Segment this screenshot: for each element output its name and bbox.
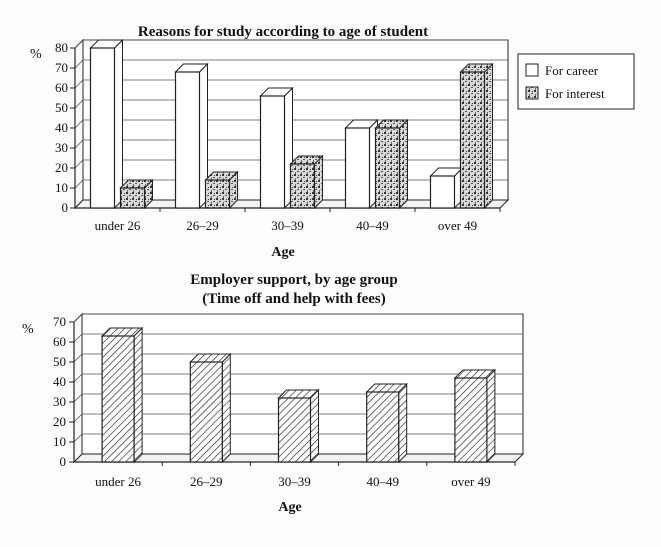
chart1-title: Reasons for study according to age of student <box>137 24 429 40</box>
bar-front <box>291 164 315 208</box>
bar-front <box>461 72 485 208</box>
bar-side <box>487 370 495 462</box>
bar-series-30–39 <box>279 390 319 462</box>
x-category-label: 40–49 <box>366 474 399 489</box>
y-tick-label: 50 <box>53 354 66 369</box>
x-category-label: 30–39 <box>271 218 304 233</box>
chart2-side-wall <box>74 314 82 462</box>
legend-label-career: For career <box>545 63 599 78</box>
bar-side <box>222 354 230 462</box>
bar-front <box>91 48 115 208</box>
bar-for-career-over-49 <box>431 168 463 208</box>
chart2-plot <box>53 314 523 489</box>
y-tick-label: 80 <box>55 40 68 55</box>
y-tick-label: 10 <box>53 434 66 449</box>
bar-for-interest-30–39 <box>291 156 323 208</box>
legend-swatch-interest <box>526 87 538 99</box>
bar-front <box>190 362 222 462</box>
bar-front <box>279 398 311 462</box>
y-tick-label: 0 <box>61 200 68 215</box>
x-category-label: under 26 <box>95 474 142 489</box>
y-tick-label: 40 <box>55 120 68 135</box>
bar-front <box>206 180 230 208</box>
bar-for-interest-over-49 <box>461 64 493 208</box>
bar-for-career-under-26 <box>91 40 123 208</box>
plot-areas <box>53 40 523 489</box>
y-tick-label: 20 <box>53 414 66 429</box>
bar-side <box>485 64 493 208</box>
chart1-legend <box>518 54 634 109</box>
bar-side <box>115 40 123 208</box>
bar-front <box>176 72 200 208</box>
x-category-label: 40–49 <box>356 218 389 233</box>
bar-for-career-30–39 <box>261 88 293 208</box>
x-category-label: under 26 <box>94 218 141 233</box>
chart1-x-axis-label: Age <box>271 245 295 260</box>
chart2-subtitle: (Time off and help with fees) <box>202 291 386 307</box>
chart1-y-unit: % <box>30 47 42 62</box>
bar-front <box>121 188 145 208</box>
y-tick-label: 60 <box>53 334 66 349</box>
bar-for-interest-40–49 <box>376 120 408 208</box>
bar-series-under-26 <box>102 328 142 462</box>
bar-for-interest-26–29 <box>206 172 238 208</box>
bar-front <box>376 128 400 208</box>
x-category-label: 26–29 <box>186 218 219 233</box>
y-tick-label: 30 <box>53 394 66 409</box>
chart2-y-unit: % <box>22 322 34 337</box>
chart1-plot <box>55 40 508 233</box>
y-tick-label: 30 <box>55 140 68 155</box>
bar-series-over-49 <box>455 370 495 462</box>
legend-swatch-career <box>526 64 538 76</box>
y-tick-label: 60 <box>55 80 68 95</box>
legend-label-interest: For interest <box>545 86 605 101</box>
x-category-label: over 49 <box>451 474 491 489</box>
chart2-title: Employer support, by age group <box>190 272 398 288</box>
y-tick-label: 70 <box>55 60 68 75</box>
bar-front <box>261 96 285 208</box>
bar-side <box>315 156 323 208</box>
bar-front <box>102 336 134 462</box>
bar-front <box>431 176 455 208</box>
bar-front <box>367 392 399 462</box>
y-tick-label: 0 <box>59 454 66 469</box>
y-tick-label: 40 <box>53 374 66 389</box>
x-category-label: over 49 <box>437 218 478 233</box>
bar-for-career-40–49 <box>346 120 378 208</box>
bar-series-40–49 <box>367 384 407 462</box>
y-tick-label: 70 <box>53 314 66 329</box>
x-category-label: 26–29 <box>190 474 223 489</box>
y-tick-label: 20 <box>55 160 68 175</box>
y-tick-label: 10 <box>55 180 68 195</box>
x-category-label: 30–39 <box>278 474 311 489</box>
bar-side <box>400 120 408 208</box>
chart2-x-axis-label: Age <box>278 500 302 515</box>
bar-front <box>346 128 370 208</box>
bar-side <box>311 390 319 462</box>
bar-series-26–29 <box>190 354 230 462</box>
bar-for-career-26–29 <box>176 64 208 208</box>
bar-side <box>134 328 142 462</box>
bar-front <box>455 378 487 462</box>
bar-for-interest-under-26 <box>121 180 153 208</box>
y-tick-label: 50 <box>55 100 68 115</box>
bar-side <box>399 384 407 462</box>
